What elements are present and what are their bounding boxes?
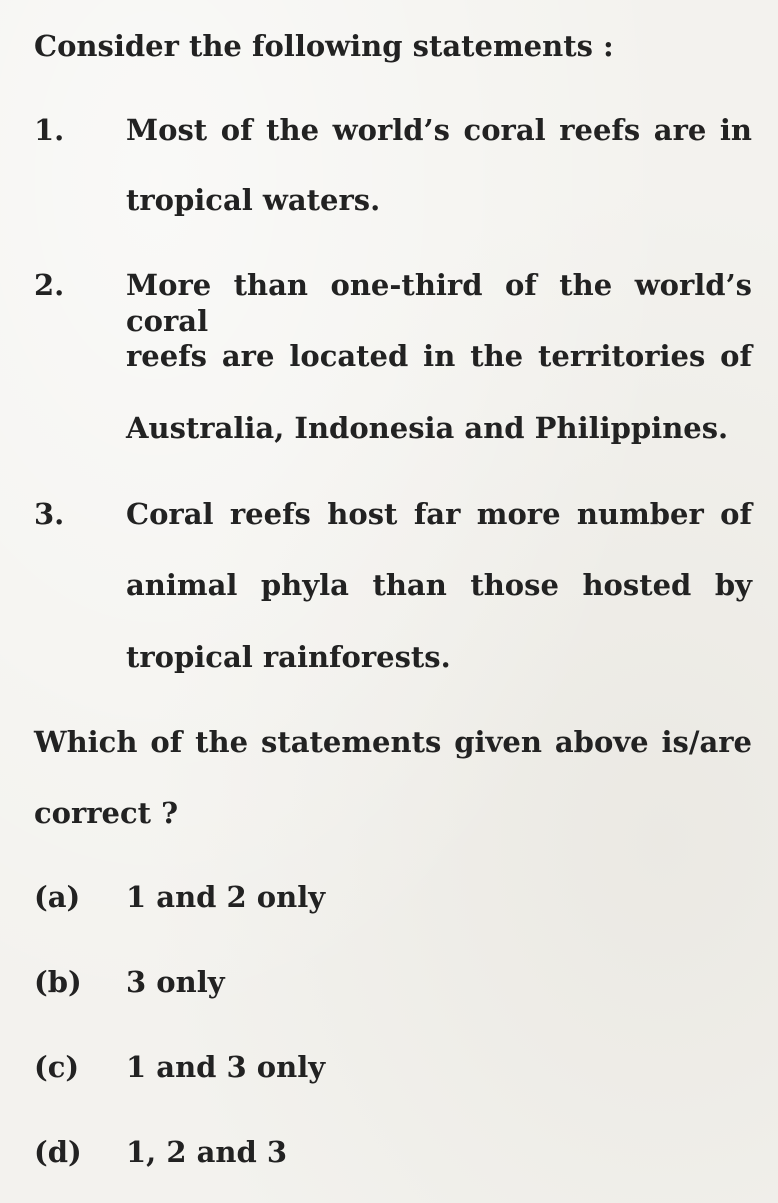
statement-3-line-2: animal phyla than those hosted by <box>126 568 752 602</box>
question-intro: Consider the following statements : <box>34 29 614 63</box>
statement-1-number: 1. <box>34 113 65 147</box>
statement-2-number: 2. <box>34 268 65 302</box>
option-label: (c) <box>34 1050 80 1084</box>
statement-2-line-2: reefs are located in the territories of <box>126 339 752 373</box>
statement-2-line-3: Australia, Indonesia and Philippines. <box>126 411 729 445</box>
statement-3-line-1: Coral reefs host far more number of <box>126 497 752 531</box>
statement-3-number: 3. <box>34 497 65 531</box>
option-text: 1 and 3 only <box>126 1050 326 1084</box>
statement-1-line-1: Most of the world’s coral reefs are in <box>126 113 752 147</box>
option-text: 3 only <box>126 965 225 999</box>
question-prompt-line-2: correct ? <box>34 796 179 830</box>
statement-3-line-3: tropical rainforests. <box>126 640 451 674</box>
option-text: 1, 2 and 3 <box>126 1135 288 1169</box>
option-label: (a) <box>34 880 81 914</box>
option-text: 1 and 2 only <box>126 880 326 914</box>
option-label: (b) <box>34 965 82 999</box>
option-label: (d) <box>34 1135 82 1169</box>
statement-1-line-2: tropical waters. <box>126 183 381 217</box>
statement-2-line-1: More than one-third of the world’s coral <box>126 268 752 338</box>
question-prompt-line-1: Which of the statements given above is/are <box>34 725 752 759</box>
